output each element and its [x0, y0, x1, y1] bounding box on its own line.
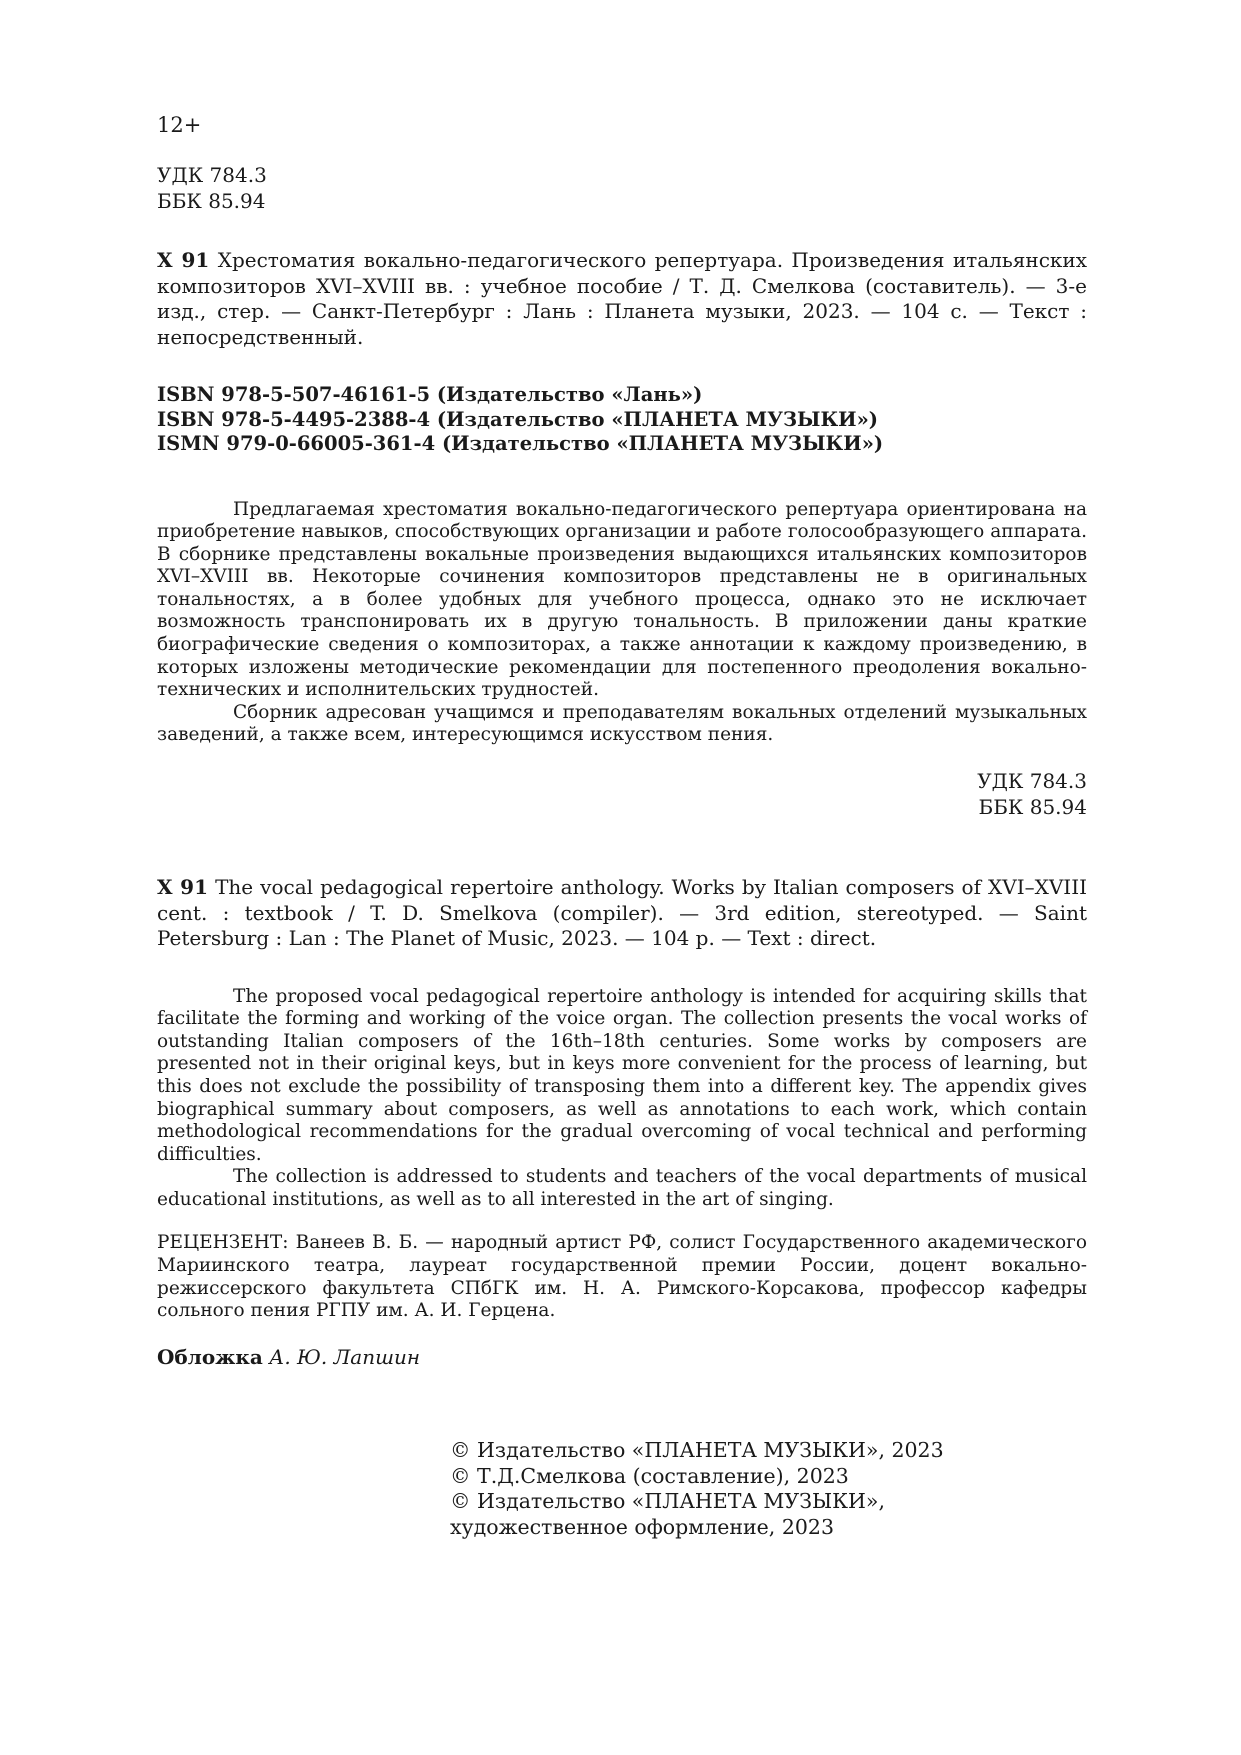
udk-code: УДК 784.3	[157, 163, 267, 187]
english-entry-text: The vocal pedagogical repertoire anthology. Works by Italian composers of XVI–XVIII cent. : textbook / T. D. Smelkova (compiler). — 3rd edition, stereotyped. — Saint Petersburg : Lan : The Planet of Music, 2023. — 104 p. — Text : direct.	[157, 875, 1088, 951]
udk-code: УДК 784.3	[977, 769, 1087, 794]
abstract-paragraph: Сборник адресован учащимся и преподавателям вокальных отделений музыкальных заведений, а также всем, интересующимся искусством пения.	[157, 701, 1087, 746]
reviewer-text: РЕЦЕНЗЕНТ: Ванеев В. Б. — народный артист РФ, солист Государственного академического Мариинского театра, лауреат государственной премии России, доцент вокально-режиссерского факультета СПбГК им. Н. А. Римского-Корсакова, профессор кафедры сольного пения РГПУ им. А. И. Герцена.	[157, 1232, 1087, 1322]
age-rating: 12+	[157, 113, 202, 137]
russian-entry-text: Хрестоматия вокально-педагогического репертуара. Произведения итальянских композиторов XVI–XVIII вв. : учебное пособие / Т. Д. Смелкова (составитель). — 3-е изд., стер. — Санкт-Петербург : Лань : Планета музыки, 2023. — 104 с. — Текст : непосредственный.	[157, 248, 1088, 349]
bbk-code: ББК 85.94	[978, 794, 1087, 819]
russian-abstract	[157, 499, 1087, 748]
english-bibliographic-entry	[157, 875, 1087, 952]
cover-artist: А. Ю. Лапшин	[269, 1344, 421, 1369]
imprint-page	[157, 112, 1087, 1540]
copyright-block	[450, 1438, 1087, 1540]
english-abstract	[157, 986, 1087, 1212]
cover-credit	[157, 1345, 1087, 1371]
identifiers-block	[157, 383, 1087, 457]
abstract-paragraph: Предлагаемая хрестоматия вокально-педагогического репертуара ориентирована на приобретение навыков, способствующих организации и работе голосообразующего аппарата. В сборнике представлены вокальные произведения выдающихся итальянских композиторов XVI–XVIII вв. Некоторые сочинения композиторов представлены не в оригинальных тональностях, а в более удобных для учебного процесса, однако это не исключает возможность транспонировать их в другую тональность. В приложении даны краткие биографические сведения о композиторах, а также аннотации к каждому произведению, в которых изложены методические рекомендации для постепенного преодоления вокально-технических и исполнительских трудностей.	[157, 498, 1087, 701]
author-mark: Х 91	[157, 875, 209, 900]
russian-bibliographic-entry	[157, 248, 1087, 350]
isbn-lan: ISBN 978-5-507-46161-5 (Издательство «Лань»)	[157, 383, 703, 406]
author-mark: Х 91	[157, 248, 210, 272]
isbn-planeta: ISBN 978-5-4495-2388-4 (Издательство «ПЛАНЕТА МУЗЫКИ»)	[157, 407, 879, 431]
copyright-line: © Издательство «ПЛАНЕТА МУЗЫКИ», 2023	[450, 1438, 944, 1463]
ismn-planeta: ISMN 979-0-66005-361-4 (Издательство «ПЛАНЕТА МУЗЫКИ»)	[157, 432, 884, 455]
cover-label: Обложка	[157, 1344, 263, 1369]
reviewer-block	[157, 1232, 1087, 1322]
bbk-code: ББК 85.94	[157, 188, 266, 213]
abstract-paragraph: The collection is addressed to students and teachers of the vocal departments of musical educational institutions, as well as to all interested in the art of singing.	[157, 1166, 1087, 1210]
abstract-paragraph: The proposed vocal pedagogical repertoire anthology is intended for acquiring skills that facilitate the forming and working of the voice organ. The collection presents the vocal works of outstanding Italian composers of the 16th–18th centuries. Some works by composers are presented not in their original keys, but in keys more convenient for the process of learning, but this does not exclude the possibility of transposing them into a different key. The appendix gives biographical summary about composers, as well as annotations to each work, which contain methodological recommendations for the gradual overcoming of vocal technical and performing difficulties.	[157, 985, 1087, 1165]
copyright-line: © Т.Д.Смелкова (составление), 2023	[450, 1463, 849, 1488]
copyright-line: © Издательство «ПЛАНЕТА МУЗЫКИ»,	[450, 1489, 885, 1514]
copyright-line: художественное оформление, 2023	[450, 1514, 835, 1539]
udk-bbk-right	[157, 769, 1087, 820]
udk-bbk-top	[157, 163, 1087, 214]
